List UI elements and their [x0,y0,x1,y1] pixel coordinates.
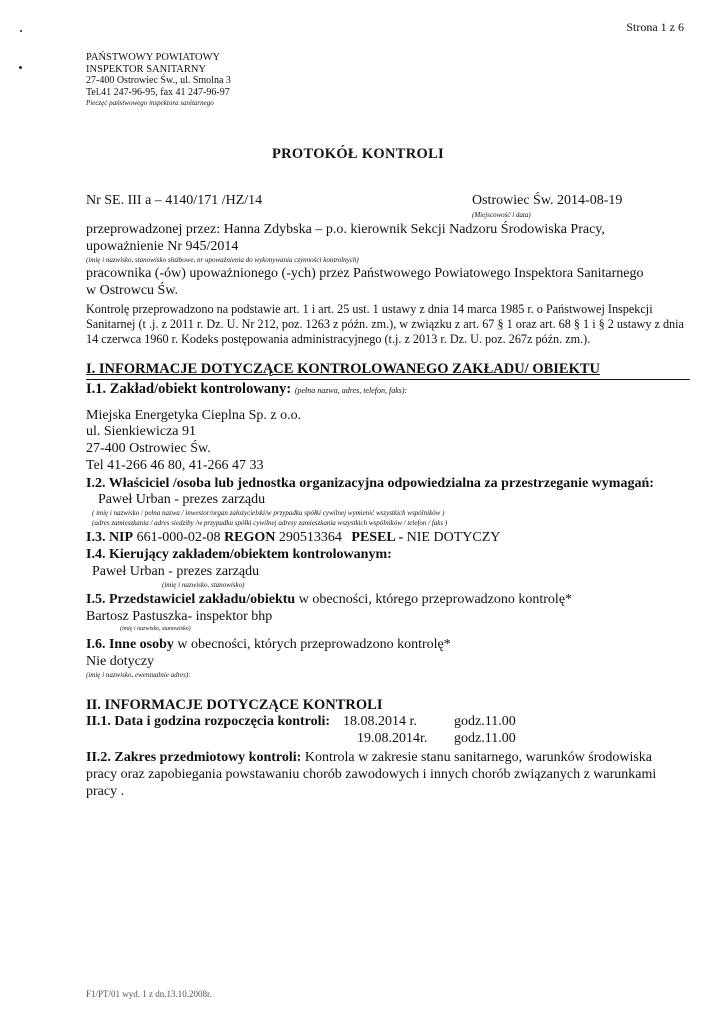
item-1-4-label: I.4. Kierujący zakładem/obiektem kontrolowanym: [86,547,392,562]
manager-value: Paweł Urban - prezes zarządu [92,564,260,579]
item-1-5 [86,592,572,608]
conducted-by-caption: (imię i nazwisko, stanowisko służbowe, nr upoważnienia do wykonywania czynności kontrolnych) [86,256,359,264]
section-1-heading-text: I. INFORMACJE DOTYCZĄCE KONTROLOWANEGO ZAKŁADU/ OBIEKTU [86,361,600,377]
owner-caption: (adres zamieszkania / adres siedziby /w przypadku spółki cywilnej adresy zamieszkania wszystkich wspólników / telefon / faks ) [92,519,448,527]
start-date-label: II.1. Data i godzina rozpoczęcia kontroli: [86,714,331,729]
item-2-1 [86,714,330,730]
address-line: Tel 41-266 46 80, 41-266 47 33 [86,458,264,473]
address-line: 27-400 Ostrowiec Św. [86,441,211,456]
legal-basis-line: Sanitarnej (t .j. z 2011 r. Dz. U. Nr 212, poz. 1263 z późn. zm.), w związku z art. 67 § 1 oraz art. 68 § 1 i § 2 ustawy z dnia [86,317,684,331]
form-footer: F1/PT/01 wyd. 1 z dn.13.10.2008r. [86,989,212,999]
scan-dot [19,66,22,69]
item-1-1-caption: (pełna nazwa, adres, telefon, faks): [294,386,408,395]
legal-basis-line: 14 czerwca 1960 r. Kodeks postępowania administracyjnego (t.j. z 2013 r. Dz. U. poz. 267z późn. zm.). [86,332,591,346]
stamp-line: Tel.41 247-96-95, fax 41 247-96-97 [86,86,230,98]
item-1-6 [86,637,451,653]
item-1-1-label: I.1. Zakład/obiekt kontrolowany: [86,381,292,397]
regon-label: REGON [224,530,276,545]
item-1-2-label: I.2. Właściciel /osoba lub jednostka organizacyjna odpowiedzialna za przestrzeganie wymagań: [86,476,654,491]
stamp-line: INSPEKTOR SANITARNY [86,63,207,75]
other-persons-rest: w obecności, których przeprowadzono kontrolę* [177,637,451,652]
scope-label: II.2. Zakres przedmiotowy kontroli: [86,750,302,765]
start-date-1: 18.08.2014 r. [343,714,417,729]
place-date-caption: (Miejscowość i data) [472,211,531,219]
employees-line: pracownika (-ów) upoważnionego (-ych) przez Państwowego Powiatowego Inspektora Sanitarnego [86,266,644,281]
stamp-line: PAŃSTWOWY POWIATOWY [86,52,221,63]
other-persons-caption: (imię i nazwisko, ewentualnie adres): [86,671,191,679]
stamp-caption: Pieczęć państwowego inspektora sanitarnego [86,99,214,107]
page-number: Strona 1 z 6 [626,20,684,34]
owner-caption: ( imię i nazwisko / pełna nazwa / inwestor/organ założycielski/w przypadku spółki cywilnej wymienić wszystkich wspólników ) [92,509,445,517]
employees-line: w Ostrowcu Św. [86,283,179,298]
start-time-1: godz.11.00 [454,714,516,729]
stamp-line: 27-400 Ostrowiec Św., ul. Smolna 3 [86,75,231,86]
place-date: Ostrowiec Św. 2014-08-19 [472,193,623,208]
document-title: PROTOKÓŁ KONTROLI [271,146,444,162]
address-line: ul. Sienkiewicza 91 [86,424,197,439]
protocol-number: Nr SE. III a – 4140/171 /HZ/14 [86,193,263,208]
representative-rest: w obecności, którego przeprowadzono kontrolę* [298,592,573,607]
item-2-2 [86,750,652,766]
representative-value: Bartosz Pastuszka- inspektor bhp [86,609,273,624]
authorization: upoważnienie Nr 945/2014 [86,239,239,254]
representative-label: I.5. Przedstawiciel zakładu/obiektu [86,592,296,607]
scope-text: Kontrola w zakresie stanu sanitarnego, warunków środowiska [304,750,653,765]
item-1-3 [86,530,500,546]
section-1-heading [86,361,690,380]
representative-caption: (imię i nazwisko, stanowisko) [120,626,191,632]
pesel-label: PESEL - [351,530,404,545]
pesel-value: NIE DOTYCZY [406,530,501,545]
nip-label: I.3. NIP [86,530,134,545]
section-2-heading: II. INFORMACJE DOTYCZĄCE KONTROLI [86,697,383,713]
manager-caption: (imię i nazwisko, stanowisko) [162,581,245,589]
address-line: Miejska Energetyka Cieplna Sp. z o.o. [86,408,302,423]
other-persons-label: I.6. Inne osoby [86,637,174,652]
scope-text-line: pracy . [86,784,125,799]
nip-value: 661-000-02-08 [136,530,221,545]
scan-dot [20,30,22,32]
scope-text-line: pracy oraz zapobiegania powstawaniu chorób zawodowych i innych chorób związanych z warunkami [86,767,657,782]
legal-basis-line: Kontrolę przeprowadzono na podstawie art. 1 i art. 25 ust. 1 ustawy z dnia 14 marca 1985 r. o Państwowej Inspekcji [86,302,653,316]
other-persons-value: Nie dotyczy [86,654,155,669]
owner-value: Paweł Urban - prezes zarządu [98,492,266,507]
conducted-by: przeprowadzonej przez: Hanna Zdybska – p.o. kierownik Sekcji Nadzoru Środowiska Pracy, [86,222,605,237]
inspector-stamp [86,52,231,110]
regon-value: 290513364 [278,530,342,545]
item-1-1 [86,381,407,398]
start-date-2: 19.08.2014r. [357,731,428,746]
start-time-2: godz.11.00 [454,731,516,746]
